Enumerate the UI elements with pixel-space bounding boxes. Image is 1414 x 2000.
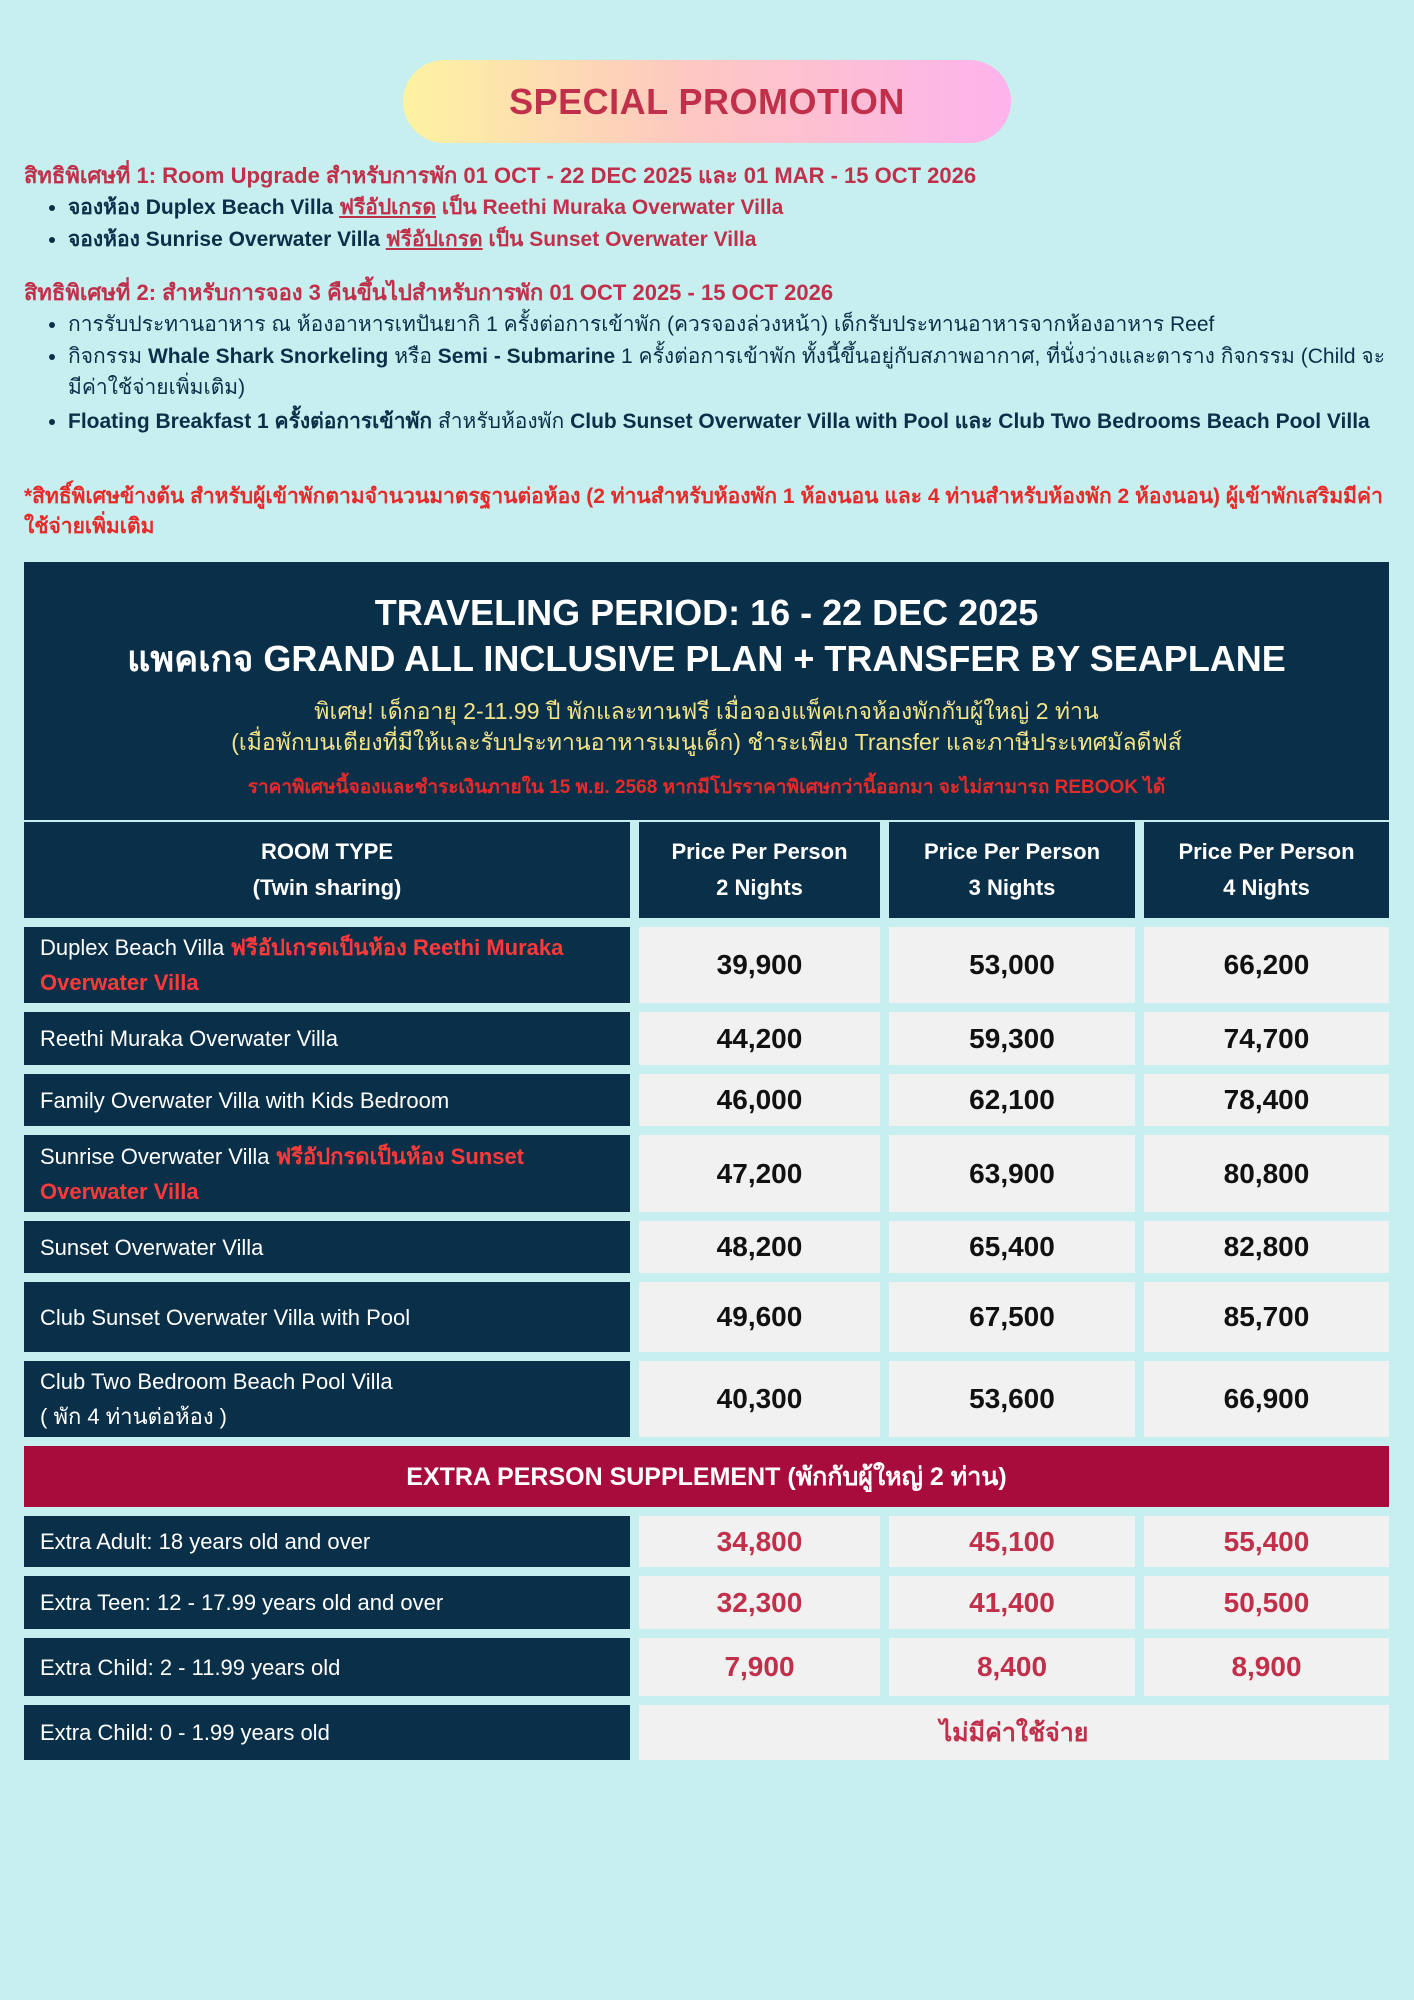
item-text: จองห้อง Duplex Beach Villa bbox=[68, 196, 340, 219]
room-name: Duplex Beach Villa bbox=[40, 935, 231, 960]
package-name: แพคเกจ GRAND ALL INCLUSIVE PLAN + TRANSFER BY SEAPLANE bbox=[127, 638, 1286, 679]
price-cell: 63,900 bbox=[889, 1135, 1135, 1212]
extra-price-cell: 50,500 bbox=[1144, 1576, 1389, 1629]
price-cell: 62,100 bbox=[889, 1074, 1135, 1126]
item-text: สำหรับห้องพัก bbox=[432, 410, 571, 433]
extra-person-type: Extra Child: 0 - 1.99 years old bbox=[24, 1705, 630, 1760]
item-text: 1 ครั้งต่อการเข้าพัก ทั้งนี้ขึ้นอยู่กับสภาพอากาศ, ที่นั่งว่างและตาราง กิจกรรม (Child จะมีค่าใช้จ่ายเพิ่มเติม) bbox=[68, 345, 1385, 399]
privilege-1 bbox=[24, 160, 1394, 256]
price-cell: 46,000 bbox=[639, 1074, 880, 1126]
extra-person-type: Extra Child: 2 - 11.99 years old bbox=[24, 1638, 630, 1696]
price-cell: 80,800 bbox=[1144, 1135, 1389, 1212]
item-text: เป็น Reethi Muraka Overwater Villa bbox=[435, 196, 784, 219]
item-text: Club Sunset Overwater Villa with Pool และ Club Two Bedrooms Beach Pool Villa bbox=[570, 410, 1370, 433]
extra-price-cell: 55,400 bbox=[1144, 1516, 1389, 1567]
room-occupancy: ( พัก 4 ท่านต่อห้อง ) bbox=[40, 1404, 228, 1429]
room-name: Sunset Overwater Villa bbox=[40, 1234, 264, 1260]
extra-price-cell: 41,400 bbox=[889, 1576, 1135, 1629]
extra-person-type: Extra Teen: 12 - 17.99 years old and over bbox=[24, 1576, 630, 1629]
room-type-cell bbox=[24, 1282, 630, 1352]
column-header-2-nights: Price Per Person 2 Nights bbox=[639, 822, 880, 918]
room-name: Family Overwater Villa with Kids Bedroom bbox=[40, 1087, 450, 1113]
kids-offer-condition: (เมื่อพักบนเตียงที่มีให้และรับประทานอาหารเมนูเด็ก) ชำระเพียง Transfer และภาษีประเทศมัลดีฟส์ bbox=[231, 729, 1182, 755]
privilege-2 bbox=[24, 277, 1394, 440]
price-cell: 49,600 bbox=[639, 1282, 880, 1352]
room-type-cell bbox=[24, 927, 630, 1003]
no-charge-cell: ไม่มีค่าใช้จ่าย bbox=[639, 1705, 1389, 1760]
list-item bbox=[68, 341, 1394, 403]
traveling-period: TRAVELING PERIOD: 16 - 22 DEC 2025 bbox=[374, 592, 1039, 633]
price-cell: 47,200 bbox=[639, 1135, 880, 1212]
upgrade-note: ฟรีอัปเกรดเป็นห้อง Reethi Muraka Overwater Villa bbox=[40, 935, 564, 995]
extra-price-cell: 7,900 bbox=[639, 1638, 880, 1696]
price-cell: 67,500 bbox=[889, 1282, 1135, 1352]
conditions-note: *สิทธิ์พิเศษข้างต้น สำหรับผู้เข้าพักตามจำนวนมาตรฐานต่อห้อง (2 ท่านสำหรับห้องพัก 1 ห้องนอน และ 4 ท่านสำหรับห้องพัก 2 ห้องนอน) ผู้เข้าพักเสริมมีค่าใช้จ่ายเพิ่มเติม bbox=[24, 485, 1383, 538]
column-header-3-nights: Price Per Person 3 Nights bbox=[889, 822, 1135, 918]
price-cell: 44,200 bbox=[639, 1012, 880, 1065]
booking-deadline: ราคาพิเศษนี้จองและชำระเงินภายใน 15 พ.ย. 2568 หากมีโปรราคาพิเศษกว่านี้ออกมา จะไม่สามารถ REBOOK ได้ bbox=[247, 777, 1166, 798]
extra-person-type: Extra Adult: 18 years old and over bbox=[24, 1516, 630, 1567]
price-cell: 39,900 bbox=[639, 927, 880, 1003]
extra-price-cell: 45,100 bbox=[889, 1516, 1135, 1567]
item-text: Whale Shark Snorkeling bbox=[147, 345, 389, 368]
list-item bbox=[68, 192, 1394, 223]
price-table bbox=[24, 822, 1389, 1760]
privilege-1-heading: สิทธิพิเศษที่ 1: Room Upgrade สำหรับการพัก 01 OCT - 22 DEC 2025 และ 01 MAR - 15 OCT 2026 bbox=[24, 163, 977, 188]
extra-price-cell: 32,300 bbox=[639, 1576, 880, 1629]
item-text: เป็น Sunset Overwater Villa bbox=[482, 228, 757, 251]
upgrade-note: ฟรีอัปกรดเป็นห้อง Sunset Overwater Villa bbox=[40, 1143, 525, 1204]
item-text: Floating Breakfast 1 ครั้งต่อการเข้าพัก bbox=[68, 410, 433, 433]
price-cell: 59,300 bbox=[889, 1012, 1135, 1065]
price-cell: 66,200 bbox=[1144, 927, 1389, 1003]
list-item bbox=[68, 404, 1394, 439]
room-type-cell bbox=[24, 1135, 630, 1212]
extra-price-cell: 34,800 bbox=[639, 1516, 880, 1567]
price-cell: 78,400 bbox=[1144, 1074, 1389, 1126]
price-cell: 66,900 bbox=[1144, 1361, 1389, 1437]
room-name: Reethi Muraka Overwater Villa bbox=[40, 1026, 338, 1051]
free-upgrade-link: ฟรีอัปเกรด bbox=[339, 196, 436, 219]
list-item bbox=[68, 224, 1394, 255]
price-cell: 48,200 bbox=[639, 1221, 880, 1273]
column-header-4-nights: Price Per Person 4 Nights bbox=[1144, 822, 1389, 918]
price-cell: 74,700 bbox=[1144, 1012, 1389, 1065]
room-type-cell bbox=[24, 1074, 630, 1126]
room-type-cell bbox=[24, 1012, 630, 1065]
extra-price-cell: 8,900 bbox=[1144, 1638, 1389, 1696]
price-cell: 82,800 bbox=[1144, 1221, 1389, 1273]
item-text: กิจกรรม bbox=[68, 345, 148, 368]
price-cell: 53,000 bbox=[889, 927, 1135, 1003]
room-type-cell bbox=[24, 1361, 630, 1437]
item-text: หรือ bbox=[388, 345, 438, 368]
extra-price-cell: 8,400 bbox=[889, 1638, 1135, 1696]
room-type-cell bbox=[24, 1221, 630, 1273]
extra-person-header: EXTRA PERSON SUPPLEMENT (พักกับผู้ใหญ่ 2 ท่าน) bbox=[24, 1446, 1389, 1507]
price-cell: 85,700 bbox=[1144, 1282, 1389, 1352]
list-item: • การรับประทานอาหาร ณ ห้องอาหารเทปันยากิ 1 ครั้งต่อการเข้าพัก (ควรจองล่วงหน้า) เด็กรับประทานอาหารจากห้องอาหาร Reef bbox=[68, 309, 1394, 340]
room-name: Club Two Bedroom Beach Pool Villa bbox=[40, 1369, 393, 1394]
price-cell: 65,400 bbox=[889, 1221, 1135, 1273]
room-name: Club Sunset Overwater Villa with Pool bbox=[40, 1304, 411, 1330]
item-text: Semi - Submarine bbox=[437, 345, 616, 368]
price-cell: 53,600 bbox=[889, 1361, 1135, 1437]
free-upgrade-link: ฟรีอัปเกรด bbox=[385, 228, 483, 251]
promotion-title: SPECIAL PROMOTION bbox=[403, 60, 1011, 143]
package-header bbox=[24, 562, 1389, 820]
price-cell: 40,300 bbox=[639, 1361, 880, 1437]
kids-offer: พิเศษ! เด็กอายุ 2-11.99 ปี พักและทานฟรี เมื่อจองแพ็คเกจห้องพักกับผู้ใหญ่ 2 ท่าน bbox=[314, 698, 1099, 724]
column-header-room: ROOM TYPE (Twin sharing) bbox=[24, 822, 630, 918]
item-text: จองห้อง Sunrise Overwater Villa bbox=[68, 228, 386, 251]
room-name: Sunrise Overwater Villa bbox=[40, 1143, 276, 1169]
privilege-2-heading: สิทธิพิเศษที่ 2: สำหรับการจอง 3 คืนขึ้นไปสำหรับการพัก 01 OCT 2025 - 15 OCT 2026 bbox=[24, 280, 834, 305]
